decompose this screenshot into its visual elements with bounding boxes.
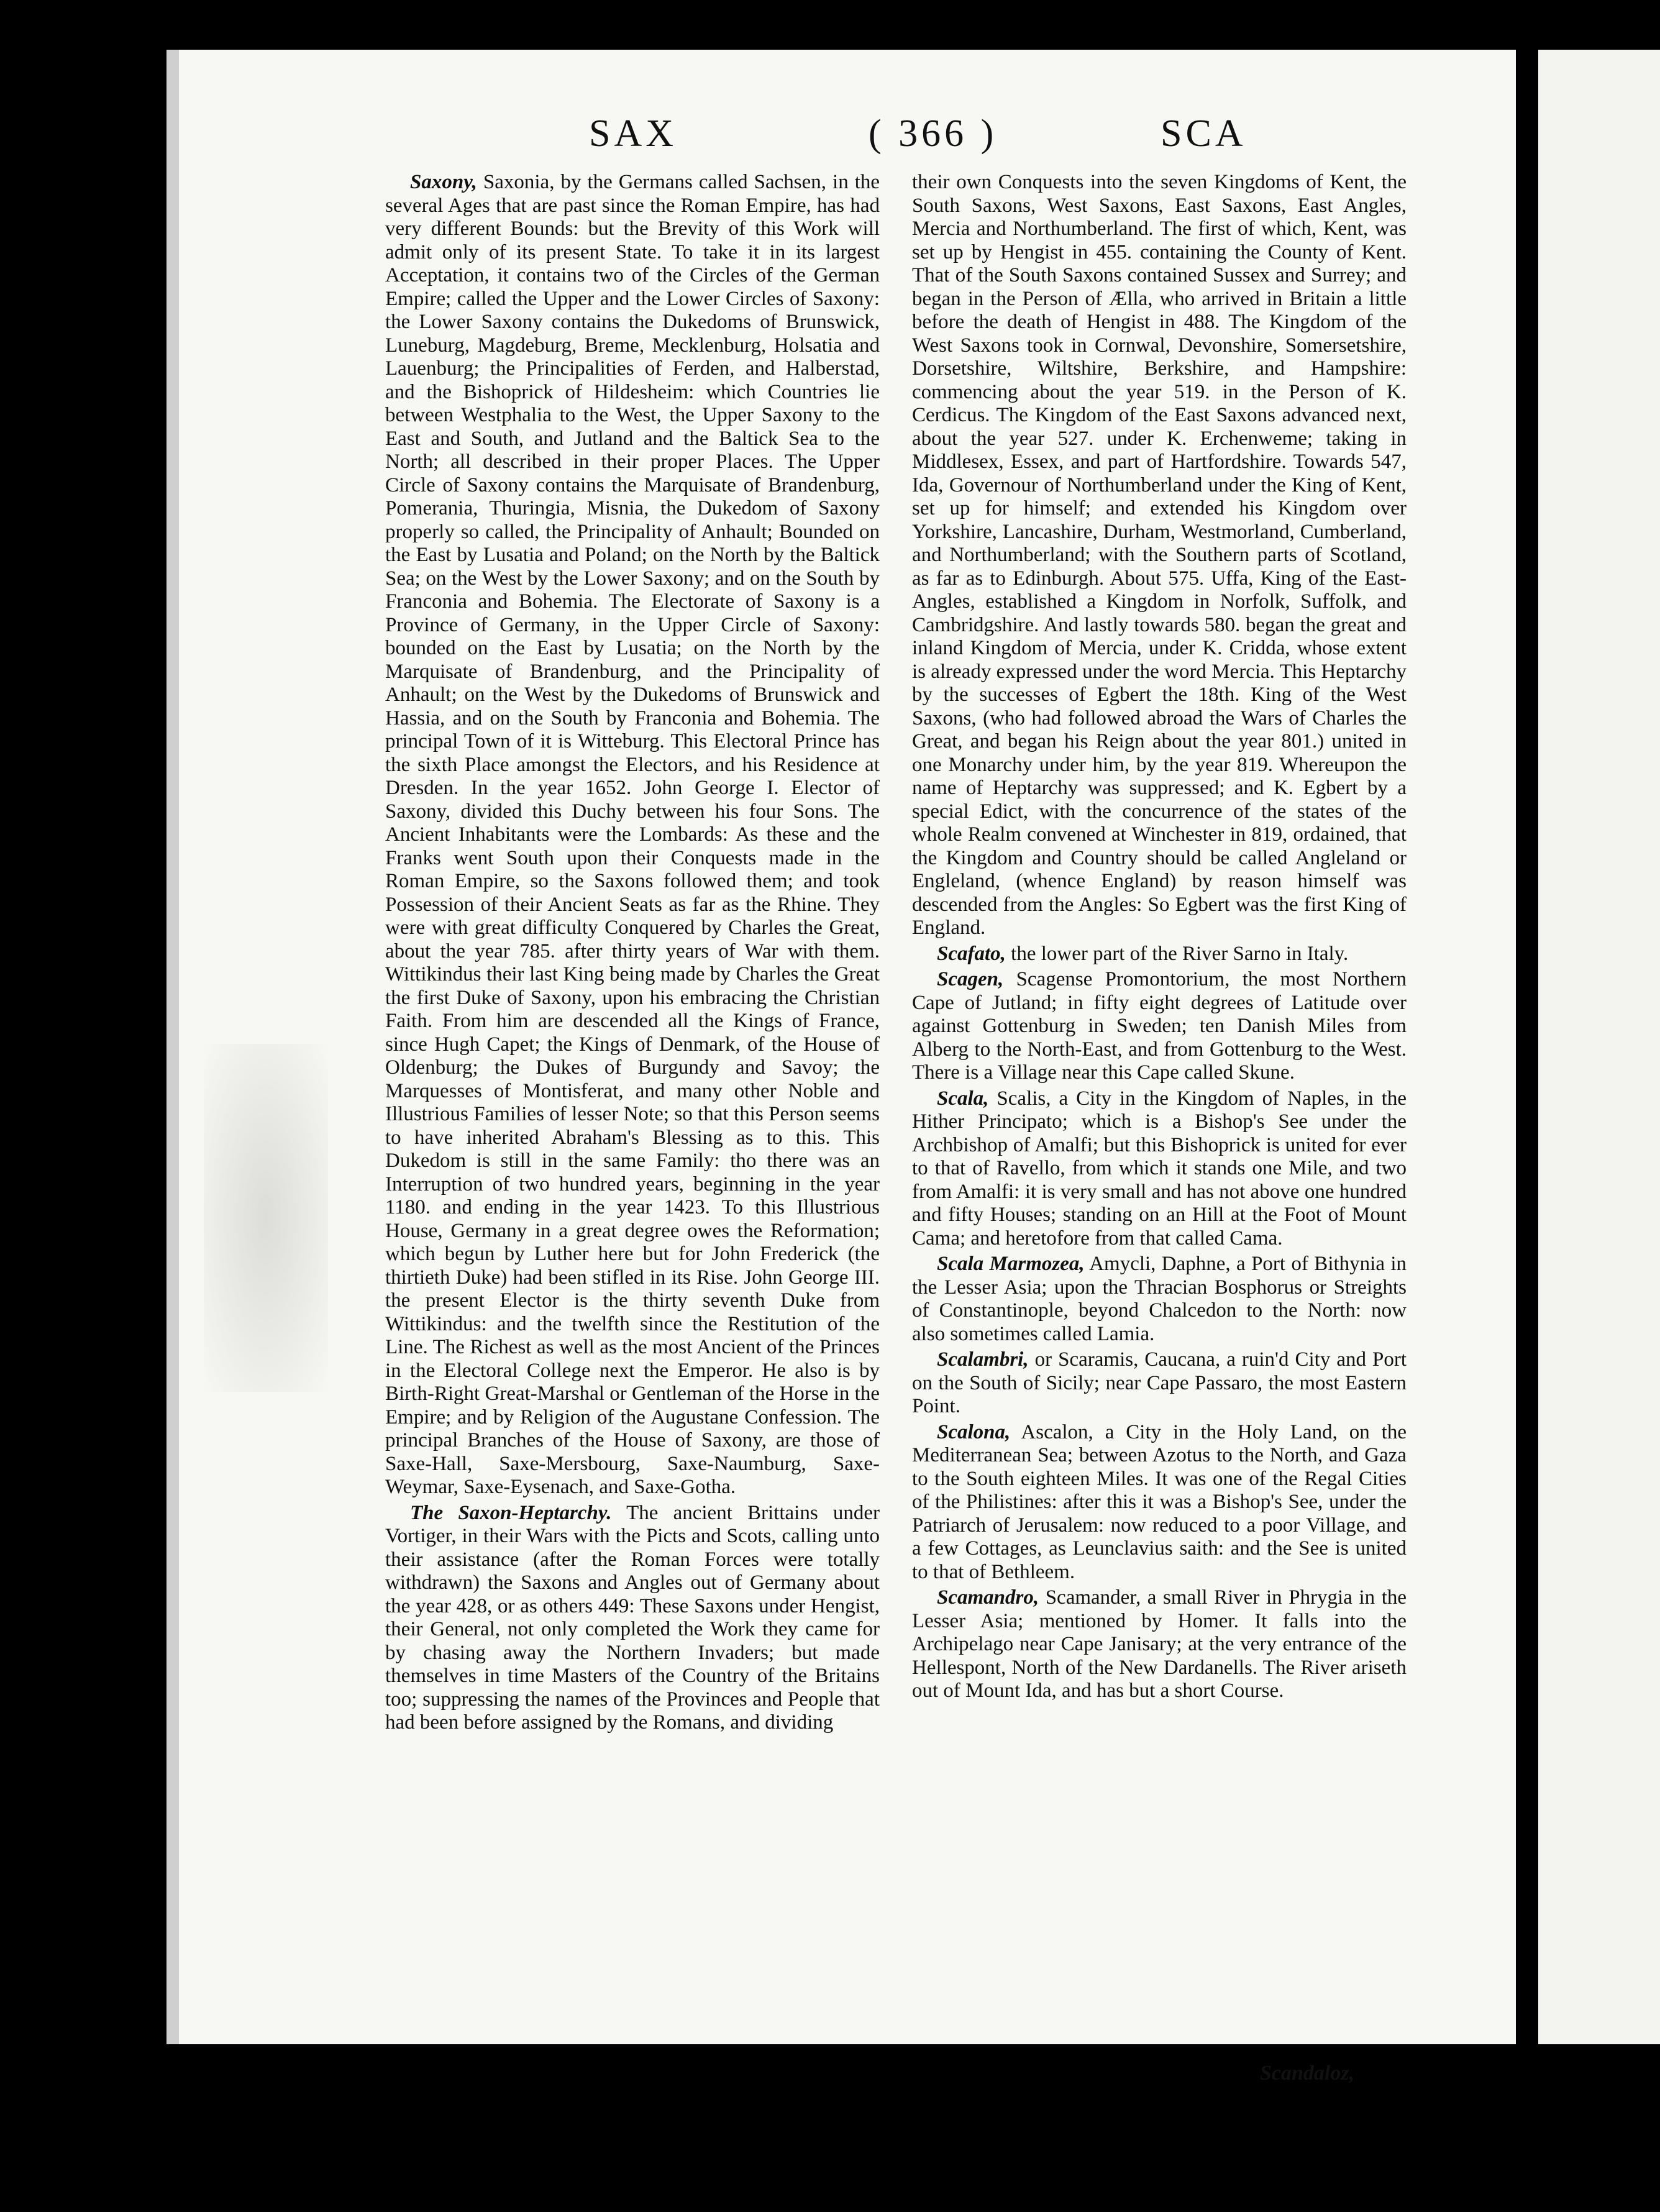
entry-scafato [912,943,1407,966]
page-number: ( 366 ) [869,112,998,155]
entry-headword: Scalona, [937,1420,1011,1443]
column-left [385,171,880,1737]
entry-scamandro [912,1586,1407,1703]
page-header [179,112,1516,168]
entry-scala-marmozea [912,1253,1407,1346]
header-right-running-head: SCA [1161,112,1247,155]
entry-scalona [912,1421,1407,1584]
entry-text: the lower part of the River Sarno in Italy. [1011,942,1349,965]
entry-text: Ascalon, a City in the Holy Land, on the Mediterranean Sea; between Azotus to the North, and Gaza to the South eighteen Miles. It was one of the Regal Cities of the Philistines: after this it was a Bishop's See, under the Patriarch of Jerusalem: now reduced to a poor Village, and a few Cottages, as Leunclavius saith: and the See is united to that of Bethleem. [912,1420,1407,1583]
entry-scala [912,1087,1407,1251]
entry-headword: Scafato, [937,942,1006,965]
entry-headword: Saxony, [410,171,477,193]
header-left-running-head: SAX [589,112,678,155]
entry-headword: Scamandro, [937,1586,1039,1609]
entry-text: Scalis, a City in the Kingdom of Naples, in the Hither Principato; which is a Bishop's See under the Archbishop of Amalfi; but this Bishoprick is united for ever to that of Ravello, from which it stands one Mile, and two from Amalfi: it is very small and has not above one hundred and fifty Houses; standing on an Hill at the Foot of Mount Cama; and heretofore from that called Cama. [912,1087,1407,1250]
entry-headword: The Saxon-Heptarchy. [410,1501,612,1524]
entry-saxon-heptarchy [385,1502,880,1735]
entry-heptarchy-continued [912,171,1407,940]
entry-text: their own Conquests into the seven Kingdoms of Kent, the South Saxons, West Saxons, East Saxons, East Angles, Mercia and Northumberland. The first of which, Kent, was set up by Hengist in 455. containing the County of Kent. That of the South Saxons contained Sussex and Surrey; and began in the Person of Ælla, who arrived in Britain a little before the death of Hengist in 488. The Kingdom of the West Saxons took in Cornwal, Devonshire, Somersetshire, Dorsetshire, Wiltshire, Berkshire, and Hampshire: commencing about the year 519. in the Person of K. Cerdicus. The Kingdom of the East Saxons advanced next, about the year 527. under K. Erchenweme; taking in Middlesex, Essex, and part of Hartfordshire. Towards 547, Ida, Governour of Northumberland under the King of Kent, set up for himself; and extended his Kingdom over Yorkshire, Lancashire, Durham, Westmorland, Cumberland, and Northumberland; with the Southern parts of Scotland, as far as to Edinburgh. About 575. Uffa, King of the East-Angles, established a Kingdom in Norfolk, Suffolk, and Cambridgshire. And lastly towards 580. began the great and inland Kingdom of Mercia, under K. Cridda, whose extent is already expressed under the word Mercia. This Heptarchy by the successes of Egbert the 18th. King of the West Saxons, (who had followed abroad the Wars of Charles the Great, and began his Reign about the year 801.) united in one Monarchy under him, by the year 819. Whereupon the name of Heptarchy was suppressed; and K. Egbert by a special Edict, with the concurrence of the states of the whole Realm convened at Winchester in 819, ordained, that the Kingdom and Country should be called Angleland or Engleland, (whence England) by reason himself was descended from the Angles: So Egbert was the first King of England. [912,171,1407,939]
column-right [912,171,1407,1706]
left-page-edge [166,50,179,2044]
entry-headword: Scalambri, [937,1348,1029,1371]
entry-scalambri [912,1348,1407,1419]
paper-stain [204,1044,328,1392]
adjacent-page-edge [1538,50,1660,2044]
entry-text: Scagense Promontorium, the most Northern Cape of Jutland; in fifty eight degrees of Latitude over against Gottenburg in Sweden; ten Danish Miles from Alberg to the North-East, and from Gottenburg to the West. There is a Village near this Cape called Skune. [912,968,1407,1084]
catchword: Scandaloz, [1260,2062,1355,2085]
entry-headword: Scala, [937,1087,989,1110]
adjacent-page-fragments [1543,50,1660,2044]
entry-text: Saxonia, by the Germans called Sachsen, in the several Ages that are past since the Roman Empire, has had very different Bounds: but the Brevity of this Work will admit only of its present State. To take it in its largest Acceptation, it contains two of the Circles of the German Empire; called the Upper and the Lower Circles of Saxony: the Lower Saxony contains the Dukedoms of Brunswick, Luneburg, Magdeburg, Breme, Mecklenburg, Holsatia and Lauenburg; the Principalities of Ferden, and Halberstad, and the Bishoprick of Hildesheim: which Countries lie between Westphalia to the West, the Upper Saxony to the East and South, and Jutland and the Baltick Sea to the North; all described in their proper Places. The Upper Circle of Saxony contains the Marquisate of Brandenburg, Pomerania, Thuringia, Misnia, the Dukedom of Saxony properly so called, the Principality of Anhault; Bounded on the East by Lusatia and Poland; on the North by the Baltick Sea; on the West by the Lower Saxony; and on the South by Franconia and Bohemia. The Electorate of Saxony is a Province of Germany, in the Upper Circle of Saxony: bounded on the East by Lusatia; on the North by the Marquisate of Brandenburg, and the Principality of Anhault; on the West by the Dukedoms of Brunswick and Hassia, and on the South by Franconia and Bohemia. The principal Town of it is Witteburg. This Electoral Prince has the sixth Place amongst the Electors, and his Residence at Dresden. In the year 1652. John George I. Elector of Saxony, divided this Duchy between his four Sons. The Ancient Inhabitants were the Lombards: As these and the Franks went South upon their Conquests made in the Roman Empire, so the Saxons followed them; and took Possession of their Ancient Seats as far as the Rhine. They were with great difficulty Conquered by Charles the Great, about the year 785. after thirty years of War with them. Wittikindus their last King being made by Charles the Great the first Duke of Saxony, upon his embracing the Christian Faith. From him are descended all the Kings of France, since Hugh Capet; the Kings of Denmark, of the House of Oldenburg; the Dukes of Burgundy and Savoy; the Marquesses of Montisferat, and many other Noble and Illustrious Families of lesser Note; so that this Person seems to have inherited Abraham's Blessing as to this. This Dukedom is still in the same Family: tho there was an Interruption of two hundred years, beginning in the year 1180. and ending in the year 1423. To this Illustrious House, Germany in a great degree owes the Reformation; which begun by Luther here but for John Frederick (the thirtieth Duke) had been stifled in its Rise. John George III. the present Elector is the thirty seventh Duke from Wittikindus: and the twelfth since the Restitution of the Line. The Richest as well as the most Ancient of the Princes in the Electoral College next the Emperor. He also is by Birth-Right Great-Marshal or Gentleman of the Horse in the Empire; and by Religion of the Augustane Confession. The principal Branches of the House of Saxony, are those of Saxe-Hall, Saxe-Mersbourg, Saxe-Naumburg, Saxe-Weymar, Saxe-Eysenach, and Saxe-Gotha. [385,171,880,1498]
dictionary-page [179,50,1516,2085]
entry-text: Scamander, a small River in Phrygia in the Lesser Asia; mentioned by Homer. It falls into the Archipelago near Cape Janisary; at the very entrance of the Hellespont, North of the New Dardanells. The River ariseth out of Mount Ida, and has but a short Course. [912,1586,1407,1702]
entry-headword: Scagen, [937,968,1004,990]
entry-text: or Scaramis, Caucana, a ruin'd City and Port on the South of Sicily; near Cape Passaro, the most Eastern Point. [912,1348,1407,1417]
entry-scagen [912,968,1407,1085]
entry-text: Amycli, Daphne, a Port of Bithynia in the Lesser Asia; upon the Thracian Bosphorus or Streights of Constantinople, beyond Chalcedon to the North: now also sometimes called Lamia. [912,1253,1407,1345]
entry-saxony [385,171,880,1499]
entry-text: The ancient Brittains under Vortiger, in their Wars with the Picts and Scots, calling unto their assistance (after the Roman Forces were totally withdrawn) the Saxons and Angles out of Germany about the year 428, or as others 449: These Saxons under Hengist, their General, not only completed the Work they came for by chasing away the Northern Invaders; but made themselves in time Masters of the Country of the Britains too; suppressing the names of the Provinces and People that had been before assigned by the Romans, and dividing [385,1501,880,1734]
entry-headword: Scala Marmozea, [937,1253,1085,1275]
